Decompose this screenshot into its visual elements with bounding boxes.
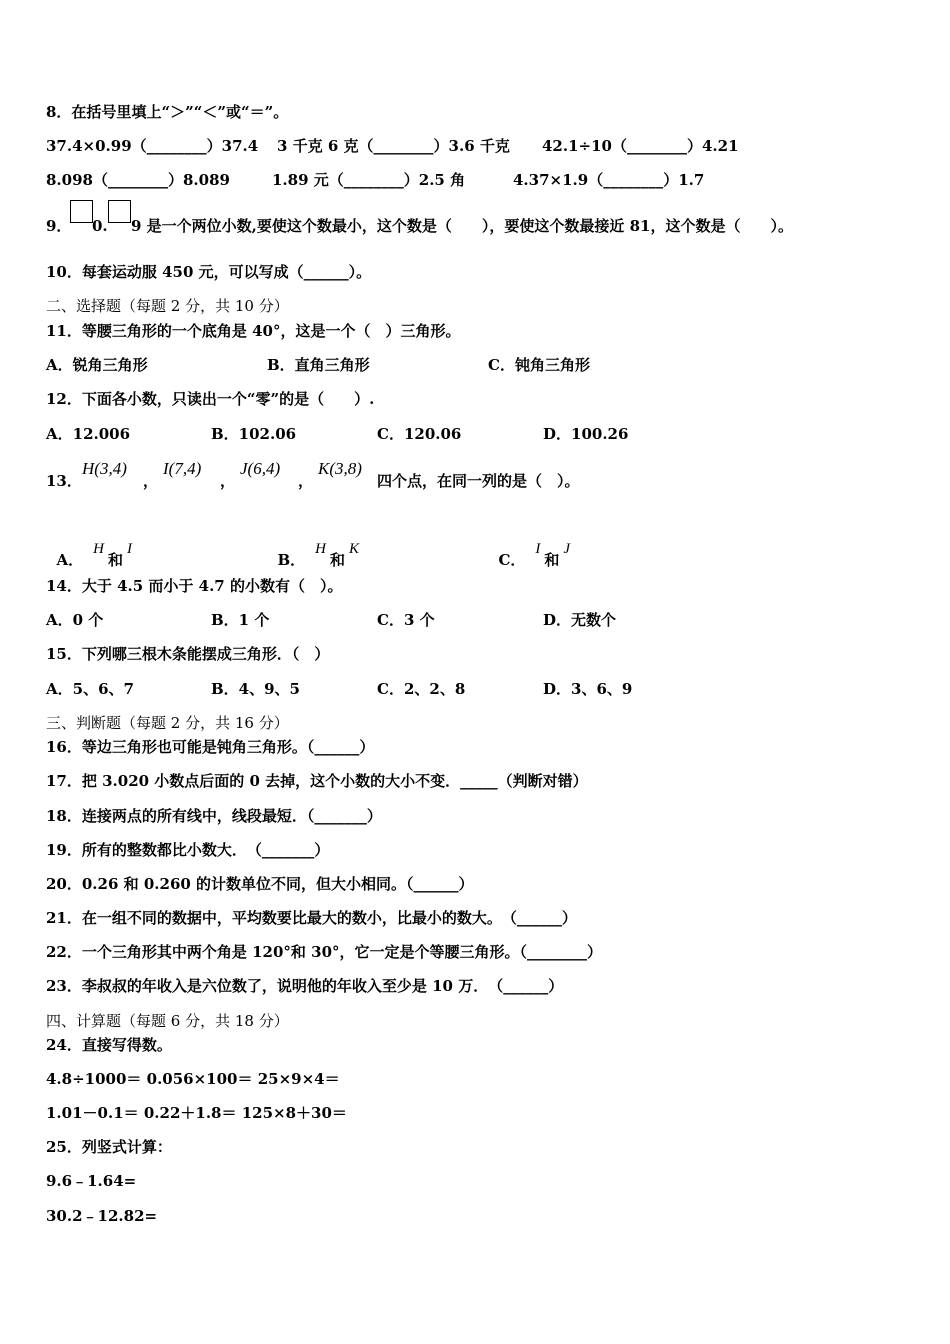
option bbox=[46, 530, 132, 571]
q8-item: 37.4×0.99（________）37.4 bbox=[46, 137, 259, 155]
q14-stem: 14．大于 4.5 而小于 4.7 的小数有（ ）。 bbox=[46, 577, 343, 595]
judge-item: 20．0.26 和 0.260 的计数单位不同，但大小相同。（______） bbox=[46, 875, 474, 893]
judge-item: 22．一个三角形其中两个角是 120°和 30°，它一定是个等腰三角形。（________） bbox=[46, 943, 603, 961]
q8-item: 3 千克 6 克（________）3.6 千克 bbox=[277, 137, 510, 155]
separator: ， bbox=[220, 472, 236, 490]
q10-stem: 10．每套运动服 450 元，可以写成（______）。 bbox=[46, 263, 372, 281]
q13-tail: 四个点，在同一列的是（ ）。 bbox=[377, 472, 580, 490]
option: B．直角三角形 bbox=[267, 356, 370, 374]
point-letter: H bbox=[315, 541, 326, 557]
option-label: C． bbox=[498, 551, 526, 569]
point-j: J(6,4) bbox=[240, 459, 281, 478]
option: C．钝角三角形 bbox=[488, 356, 590, 374]
point-i: I(7,4) bbox=[163, 459, 202, 478]
q15-stem: 15．下列哪三根木条能摆成三角形．（ ） bbox=[46, 645, 330, 663]
q24-row: 1.01－0.1＝ 0.22＋1.8＝ 125×8＋30＝ bbox=[46, 1104, 347, 1122]
section-heading: 二、选择题（每题 2 分，共 10 分） bbox=[46, 297, 289, 315]
q13-number: 13． bbox=[46, 472, 82, 490]
section-heading: 三、判断题（每题 2 分，共 16 分） bbox=[46, 714, 289, 732]
q25-stem: 25．列竖式计算： bbox=[46, 1138, 172, 1156]
option-label: A． bbox=[56, 551, 84, 569]
q24-stem: 24．直接写得数。 bbox=[46, 1036, 172, 1054]
point-letter: K bbox=[349, 541, 360, 557]
section-heading: 四、计算题（每题 6 分，共 18 分） bbox=[46, 1012, 289, 1030]
option: A．5、6、7 bbox=[46, 680, 134, 698]
option: A．0 个 bbox=[46, 611, 104, 629]
option: B．4、9、5 bbox=[211, 680, 300, 698]
q11-stem: 11．等腰三角形的一个底角是 40°，这是一个（ ）三角形。 bbox=[46, 322, 461, 340]
option: D．100.26 bbox=[543, 425, 629, 443]
point-letter: H bbox=[93, 541, 104, 557]
option: D．3、6、9 bbox=[543, 680, 633, 698]
digit-box-icon bbox=[108, 200, 131, 223]
q12-stem: 12．下面各小数，只读出一个“零”的是（ ）. bbox=[46, 390, 375, 408]
judge-item: 18．连接两点的所有线中，线段最短．（_______） bbox=[46, 807, 382, 825]
point-h: H(3,4) bbox=[82, 459, 127, 478]
judge-item: 16．等边三角形也可能是钝角三角形。（______） bbox=[46, 738, 375, 756]
option: D．无数个 bbox=[543, 611, 617, 629]
option: B．1 个 bbox=[211, 611, 270, 629]
and-word: 和 bbox=[107, 551, 123, 569]
option: C．2、2、8 bbox=[377, 680, 466, 698]
judge-item: 21．在一组不同的数据中，平均数要比最大的数小，比最小的数大。 （______） bbox=[46, 909, 577, 927]
q9-decimal-point: 0. bbox=[92, 217, 108, 235]
point-k: K(3,8) bbox=[318, 459, 362, 478]
q25-item: 9.6﹣1.64= bbox=[46, 1172, 137, 1190]
option: A．锐角三角形 bbox=[46, 356, 148, 374]
option bbox=[267, 530, 359, 571]
q8-item: 8.098（________）8.089 bbox=[46, 171, 230, 189]
q8-stem: 8．在括号里填上“＞”“＜”或“＝”。 bbox=[46, 103, 289, 121]
option: C．120.06 bbox=[377, 425, 462, 443]
judge-item: 19．所有的整数都比小数大． （_______） bbox=[46, 841, 330, 859]
separator: ， bbox=[143, 472, 159, 490]
q24-row: 4.8÷1000＝ 0.056×100＝ 25×9×4＝ bbox=[46, 1070, 340, 1088]
point-letter: I bbox=[126, 541, 132, 557]
option bbox=[488, 530, 570, 571]
point-letter: J bbox=[563, 541, 571, 557]
separator: ， bbox=[298, 472, 314, 490]
option: C．3 个 bbox=[377, 611, 435, 629]
q9-text: 9 是一个两位小数,要使这个数最小，这个数是（ ），要使这个数最接近 81，这个数是（ ）。 bbox=[131, 217, 793, 235]
q8-item: 4.37×1.9（________）1.7 bbox=[513, 171, 705, 189]
option: B．102.06 bbox=[211, 425, 297, 443]
option: A．12.006 bbox=[46, 425, 131, 443]
q9-number: 9． bbox=[46, 217, 72, 235]
judge-item: 23．李叔叔的年收入是六位数了，说明他的年收入至少是 10 万． （______） bbox=[46, 977, 564, 995]
point-letter: I bbox=[535, 541, 541, 557]
and-word: 和 bbox=[329, 551, 345, 569]
q8-item: 1.89 元（________）2.5 角 bbox=[272, 171, 466, 189]
option-label: B． bbox=[277, 551, 306, 569]
and-word: 和 bbox=[544, 551, 560, 569]
q25-item: 30.2﹣12.82= bbox=[46, 1207, 158, 1225]
q8-item: 42.1÷10（________）4.21 bbox=[542, 137, 739, 155]
judge-item: 17．把 3.020 小数点后面的 0 去掉，这个小数的大小不变．_____（判断对错） bbox=[46, 772, 588, 790]
digit-box-icon bbox=[70, 200, 93, 223]
